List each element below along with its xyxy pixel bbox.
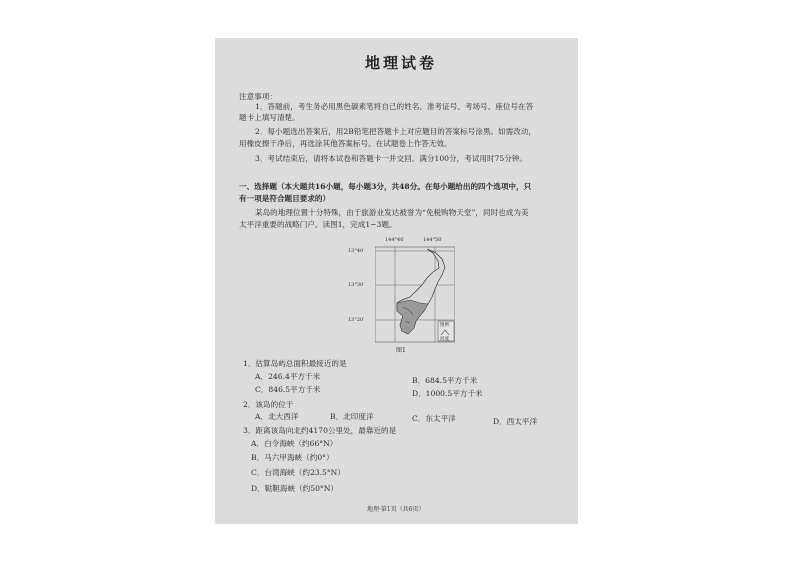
lat-label: 13°40′ xyxy=(348,248,365,254)
note-line: 3．考试结束后，请将本试卷和答题卡一并交回。满分100分，考试用时75分钟。 xyxy=(255,154,527,163)
legend-title: 图例 xyxy=(440,323,449,328)
lat-label: 13°20′ xyxy=(348,317,365,323)
lat-label: 13°30′ xyxy=(348,282,365,288)
note-line: 2．每小题选出答案后，用2B铅笔把答题卡上对应题目的答案标号涂黑。如需改动， xyxy=(255,127,537,136)
option-d: D．1000.5平方千米 xyxy=(412,389,483,398)
option-b: B．马六甲海峡（约0°） xyxy=(251,453,334,462)
question-stem: 2．该岛的位于 xyxy=(243,400,294,409)
option-a: A．北大西洋 xyxy=(255,412,299,421)
page-title: 地理试卷 xyxy=(365,54,438,72)
option-c: C．东太平洋 xyxy=(412,414,456,423)
option-d: D．鞑靼海峡（约50°N） xyxy=(251,484,338,493)
question-stem: 1．估算岛屿总面积最接近的是 xyxy=(243,359,347,368)
intro-text-cont: 太平洋重要的战略门户。读图1，完成1~3题。 xyxy=(239,220,397,229)
lon-label: 144°50′ xyxy=(423,237,443,243)
option-a: A．246.4平方千米 xyxy=(255,372,321,381)
island-south-shaded xyxy=(397,300,428,334)
note-line: 1．答题前，考生务必用黑色碳素笔将自己的姓名、准考证号、考场号、座位号在答 xyxy=(255,102,534,111)
page-footer: 地理·第1页（共6页） xyxy=(367,506,425,513)
island-map xyxy=(375,237,455,348)
notes-header: 注意事项： xyxy=(239,92,277,101)
section-heading-cont: 有一项是符合题目要求的） xyxy=(239,194,331,203)
lon-label: 144°40′ xyxy=(385,237,405,243)
exam-page xyxy=(215,38,578,524)
question-stem: 3．距离该岛向北约4170公里处，最靠近的是 xyxy=(243,426,397,435)
option-a: A．白令海峡（约66°N） xyxy=(251,439,338,448)
option-b: B．北印度洋 xyxy=(330,412,374,421)
section-heading: 一、选择题（本大题共16小题，每小题3分，共48分。在每小题给出的四个选项中，只 xyxy=(239,182,532,191)
option-b: B．684.5平方千米 xyxy=(412,376,478,385)
note-line: 题卡上填写清楚。 xyxy=(239,113,300,122)
option-c: C．846.5平方千米 xyxy=(255,385,321,394)
option-d: D．西太平洋 xyxy=(493,417,538,426)
figure-caption: 图1 xyxy=(396,347,406,354)
option-c: C．台湾海峡（约23.5°N） xyxy=(251,468,345,477)
note-line: 用橡皮擦干净后，再选涂其他答案标号。在试题卷上作答无效。 xyxy=(239,139,452,148)
intro-text: 某岛的地理位置十分特殊，由于旅游业发达被誉为“免税购物天堂”，同时也成为美 xyxy=(255,208,529,217)
legend-item: 河流 xyxy=(440,337,449,342)
